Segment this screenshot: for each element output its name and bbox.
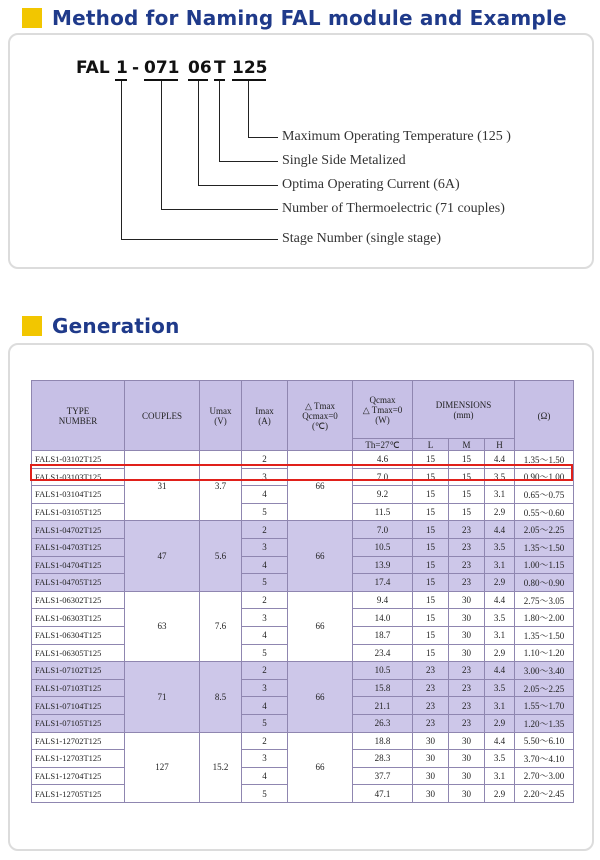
annotation-couples: Number of Thermoelectric (71 couples) xyxy=(282,201,505,216)
cell-type-number: FALS1-06304T125 xyxy=(32,626,125,644)
cell-imax: 3 xyxy=(242,538,288,556)
cell-dim-h: 2.9 xyxy=(485,574,515,592)
cell-type-number: FALS1-06305T125 xyxy=(32,644,125,662)
cell-imax: 4 xyxy=(242,626,288,644)
cell-resistance: 2.75～3.05 xyxy=(515,591,574,609)
cell-resistance: 3.70～4.10 xyxy=(515,750,574,768)
cell-qcmax: 18.8 xyxy=(353,732,413,750)
section-generation-title: Generation xyxy=(52,314,180,338)
cell-dim-h: 4.4 xyxy=(485,521,515,539)
cell-dim-m: 23 xyxy=(449,679,485,697)
cell-dim-h: 2.9 xyxy=(485,644,515,662)
cell-dim-m: 30 xyxy=(449,591,485,609)
annotation-metalized: Single Side Metalized xyxy=(282,153,406,168)
leader-couples-v xyxy=(161,81,162,210)
cell-resistance: 3.00～3.40 xyxy=(515,662,574,680)
cell-dim-h: 3.1 xyxy=(485,626,515,644)
cell-umax: 7.6 xyxy=(200,591,242,661)
cell-type-number: FALS1-03104T125 xyxy=(32,486,125,504)
cell-qcmax: 9.4 xyxy=(353,591,413,609)
table-row xyxy=(32,591,574,609)
cell-resistance: 0.65～0.75 xyxy=(515,486,574,504)
cell-qcmax: 11.5 xyxy=(353,503,413,521)
cell-qcmax: 10.5 xyxy=(353,662,413,680)
leader-current-h xyxy=(198,185,278,186)
cell-qcmax: 17.4 xyxy=(353,574,413,592)
leader-temp-v xyxy=(248,81,249,138)
cell-qcmax: 15.8 xyxy=(353,679,413,697)
cell-type-number: FALS1-12703T125 xyxy=(32,750,125,768)
cell-type-number: FALS1-04704T125 xyxy=(32,556,125,574)
cell-dim-h: 2.9 xyxy=(485,503,515,521)
cell-resistance: 2.70～3.00 xyxy=(515,767,574,785)
cell-type-number: FALS1-12704T125 xyxy=(32,767,125,785)
cell-couples: 31 xyxy=(125,451,200,521)
code-prefix: FAL xyxy=(76,58,110,78)
cell-dim-m: 15 xyxy=(449,468,485,486)
cell-dim-m: 30 xyxy=(449,750,485,768)
cell-dim-m: 30 xyxy=(449,626,485,644)
table-row xyxy=(32,521,574,539)
highlight-row-box xyxy=(30,464,573,481)
cell-dim-h: 3.5 xyxy=(485,538,515,556)
header-m: M xyxy=(449,439,485,451)
cell-resistance: 5.50～6.10 xyxy=(515,732,574,750)
code-dash: - xyxy=(132,58,140,78)
annotation-temperature: Maximum Operating Temperature (125 ) xyxy=(282,129,511,144)
cell-dim-m: 15 xyxy=(449,451,485,469)
cell-imax: 3 xyxy=(242,750,288,768)
cell-dim-m: 30 xyxy=(449,644,485,662)
cell-qcmax: 14.0 xyxy=(353,609,413,627)
cell-umax: 5.6 xyxy=(200,521,242,591)
cell-qcmax: 47.1 xyxy=(353,785,413,803)
cell-imax: 5 xyxy=(242,785,288,803)
cell-dim-l: 30 xyxy=(413,750,449,768)
code-stage: 1 xyxy=(116,58,128,78)
header-l: L xyxy=(413,439,449,451)
cell-dim-l: 15 xyxy=(413,644,449,662)
table-row xyxy=(32,662,574,680)
cell-dim-m: 23 xyxy=(449,556,485,574)
cell-dim-h: 3.1 xyxy=(485,556,515,574)
cell-resistance: 1.80～2.00 xyxy=(515,609,574,627)
cell-imax: 2 xyxy=(242,521,288,539)
cell-tmax: 66 xyxy=(288,451,353,521)
cell-dim-m: 23 xyxy=(449,574,485,592)
leader-metal-h xyxy=(219,161,278,162)
annotation-stage: Stage Number (single stage) xyxy=(282,231,442,246)
header-tmax: △ Tmax Qcmax=0 (℃) xyxy=(288,381,353,451)
cell-dim-l: 23 xyxy=(413,714,449,732)
cell-tmax: 66 xyxy=(288,662,353,732)
cell-dim-h: 4.4 xyxy=(485,732,515,750)
cell-couples: 71 xyxy=(125,662,200,732)
cell-dim-h: 2.9 xyxy=(485,785,515,803)
cell-imax: 2 xyxy=(242,591,288,609)
yellow-square-icon xyxy=(22,8,42,28)
cell-dim-l: 15 xyxy=(413,574,449,592)
section-generation-header xyxy=(22,314,180,338)
cell-resistance: 2.20～2.45 xyxy=(515,785,574,803)
cell-qcmax: 23.4 xyxy=(353,644,413,662)
cell-qcmax: 7.0 xyxy=(353,468,413,486)
cell-dim-l: 30 xyxy=(413,767,449,785)
leader-stage-h xyxy=(121,239,278,240)
cell-qcmax: 21.1 xyxy=(353,697,413,715)
table-body xyxy=(32,451,574,803)
cell-dim-l: 30 xyxy=(413,785,449,803)
cell-type-number: FALS1-12705T125 xyxy=(32,785,125,803)
cell-couples: 63 xyxy=(125,591,200,661)
cell-dim-m: 30 xyxy=(449,609,485,627)
cell-type-number: FALS1-07105T125 xyxy=(32,714,125,732)
cell-dim-m: 30 xyxy=(449,732,485,750)
header-type-number: TYPE NUMBER xyxy=(32,381,125,451)
leader-couples-h xyxy=(161,209,278,210)
cell-type-number: FALS1-07104T125 xyxy=(32,697,125,715)
code-temp: 125 xyxy=(232,58,268,78)
cell-qcmax: 10.5 xyxy=(353,538,413,556)
cell-dim-l: 15 xyxy=(413,468,449,486)
cell-dim-l: 15 xyxy=(413,538,449,556)
leader-stage-v xyxy=(121,81,122,240)
cell-dim-l: 23 xyxy=(413,679,449,697)
cell-type-number: FALS1-03103T125 xyxy=(32,468,125,486)
cell-dim-m: 23 xyxy=(449,538,485,556)
cell-dim-l: 15 xyxy=(413,486,449,504)
leader-temp-h xyxy=(248,137,278,138)
cell-dim-m: 15 xyxy=(449,486,485,504)
cell-imax: 3 xyxy=(242,609,288,627)
cell-qcmax: 13.9 xyxy=(353,556,413,574)
cell-type-number: FALS1-07103T125 xyxy=(32,679,125,697)
cell-resistance: 0.90～1.00 xyxy=(515,468,574,486)
cell-dim-h: 4.4 xyxy=(485,591,515,609)
header-qcmax: Qcmax △ Tmax=0 (W) xyxy=(353,381,413,439)
cell-imax: 4 xyxy=(242,556,288,574)
cell-dim-m: 15 xyxy=(449,503,485,521)
cell-dim-h: 3.5 xyxy=(485,750,515,768)
cell-qcmax: 18.7 xyxy=(353,626,413,644)
cell-resistance: 1.35～1.50 xyxy=(515,451,574,469)
cell-dim-l: 15 xyxy=(413,609,449,627)
leader-current-v xyxy=(198,81,199,186)
cell-resistance: 0.55～0.60 xyxy=(515,503,574,521)
cell-dim-l: 15 xyxy=(413,626,449,644)
cell-dim-l: 23 xyxy=(413,662,449,680)
cell-type-number: FALS1-07102T125 xyxy=(32,662,125,680)
cell-dim-h: 3.5 xyxy=(485,609,515,627)
cell-dim-m: 30 xyxy=(449,767,485,785)
cell-dim-h: 3.5 xyxy=(485,679,515,697)
cell-resistance: 1.55～1.70 xyxy=(515,697,574,715)
cell-dim-h: 3.1 xyxy=(485,697,515,715)
cell-resistance: 2.05～2.25 xyxy=(515,521,574,539)
code-current: 06 xyxy=(188,58,212,78)
cell-type-number: FALS1-06303T125 xyxy=(32,609,125,627)
cell-dim-m: 23 xyxy=(449,521,485,539)
cell-resistance: 1.00～1.15 xyxy=(515,556,574,574)
cell-type-number: FALS1-04705T125 xyxy=(32,574,125,592)
cell-imax: 5 xyxy=(242,574,288,592)
header-ohm: (Ω) xyxy=(515,381,574,451)
cell-tmax: 66 xyxy=(288,521,353,591)
cell-dim-h: 3.1 xyxy=(485,767,515,785)
cell-dim-l: 15 xyxy=(413,556,449,574)
cell-dim-m: 30 xyxy=(449,785,485,803)
cell-dim-l: 30 xyxy=(413,732,449,750)
cell-tmax: 66 xyxy=(288,732,353,802)
cell-resistance: 1.20～1.35 xyxy=(515,714,574,732)
cell-dim-m: 23 xyxy=(449,662,485,680)
cell-umax: 3.7 xyxy=(200,451,242,521)
cell-type-number: FALS1-03102T125 xyxy=(32,451,125,469)
cell-qcmax: 9.2 xyxy=(353,486,413,504)
cell-dim-h: 3.5 xyxy=(485,468,515,486)
yellow-square-icon xyxy=(22,316,42,336)
cell-qcmax: 7.0 xyxy=(353,521,413,539)
cell-umax: 15.2 xyxy=(200,732,242,802)
section-naming-title: Method for Naming FAL module and Example xyxy=(52,6,567,30)
cell-couples: 127 xyxy=(125,732,200,802)
cell-dim-m: 23 xyxy=(449,697,485,715)
cell-type-number: FALS1-04702T125 xyxy=(32,521,125,539)
cell-imax: 2 xyxy=(242,732,288,750)
table-row xyxy=(32,732,574,750)
cell-resistance: 1.10～1.20 xyxy=(515,644,574,662)
cell-qcmax: 4.6 xyxy=(353,451,413,469)
cell-dim-l: 15 xyxy=(413,451,449,469)
cell-imax: 3 xyxy=(242,468,288,486)
cell-dim-l: 23 xyxy=(413,697,449,715)
cell-dim-h: 2.9 xyxy=(485,714,515,732)
cell-type-number: FALS1-06302T125 xyxy=(32,591,125,609)
cell-resistance: 1.35～1.50 xyxy=(515,626,574,644)
cell-imax: 4 xyxy=(242,767,288,785)
header-dimensions: DIMENSIONS (mm) xyxy=(413,381,515,439)
header-imax: Imax (A) xyxy=(242,381,288,451)
leader-metal-v xyxy=(219,81,220,162)
cell-dim-l: 15 xyxy=(413,591,449,609)
cell-imax: 5 xyxy=(242,714,288,732)
header-umax: Umax (V) xyxy=(200,381,242,451)
cell-tmax: 66 xyxy=(288,591,353,661)
cell-resistance: 2.05～2.25 xyxy=(515,679,574,697)
cell-couples: 47 xyxy=(125,521,200,591)
cell-imax: 5 xyxy=(242,644,288,662)
cell-resistance: 1.35～1.50 xyxy=(515,538,574,556)
header-h: H xyxy=(485,439,515,451)
cell-imax: 5 xyxy=(242,503,288,521)
header-th: Th=27℃ xyxy=(353,439,413,451)
cell-qcmax: 28.3 xyxy=(353,750,413,768)
cell-dim-h: 4.4 xyxy=(485,662,515,680)
section-naming-header xyxy=(22,6,567,30)
cell-imax: 4 xyxy=(242,697,288,715)
code-couples: 071 xyxy=(144,58,180,78)
cell-dim-l: 15 xyxy=(413,503,449,521)
underline-temp xyxy=(232,79,266,81)
header-couples: COUPLES xyxy=(125,381,200,451)
cell-dim-h: 3.1 xyxy=(485,486,515,504)
cell-imax: 2 xyxy=(242,451,288,469)
code-metal: T xyxy=(214,58,226,78)
cell-resistance: 0.80～0.90 xyxy=(515,574,574,592)
generation-table xyxy=(31,380,574,803)
cell-type-number: FALS1-04703T125 xyxy=(32,538,125,556)
cell-imax: 3 xyxy=(242,679,288,697)
cell-imax: 2 xyxy=(242,662,288,680)
cell-imax: 4 xyxy=(242,486,288,504)
cell-type-number: FALS1-03105T125 xyxy=(32,503,125,521)
annotation-current: Optima Operating Current (6A) xyxy=(282,177,460,192)
cell-dim-l: 15 xyxy=(413,521,449,539)
cell-qcmax: 26.3 xyxy=(353,714,413,732)
cell-dim-h: 4.4 xyxy=(485,451,515,469)
cell-dim-m: 23 xyxy=(449,714,485,732)
cell-umax: 8.5 xyxy=(200,662,242,732)
cell-type-number: FALS1-12702T125 xyxy=(32,732,125,750)
cell-qcmax: 37.7 xyxy=(353,767,413,785)
